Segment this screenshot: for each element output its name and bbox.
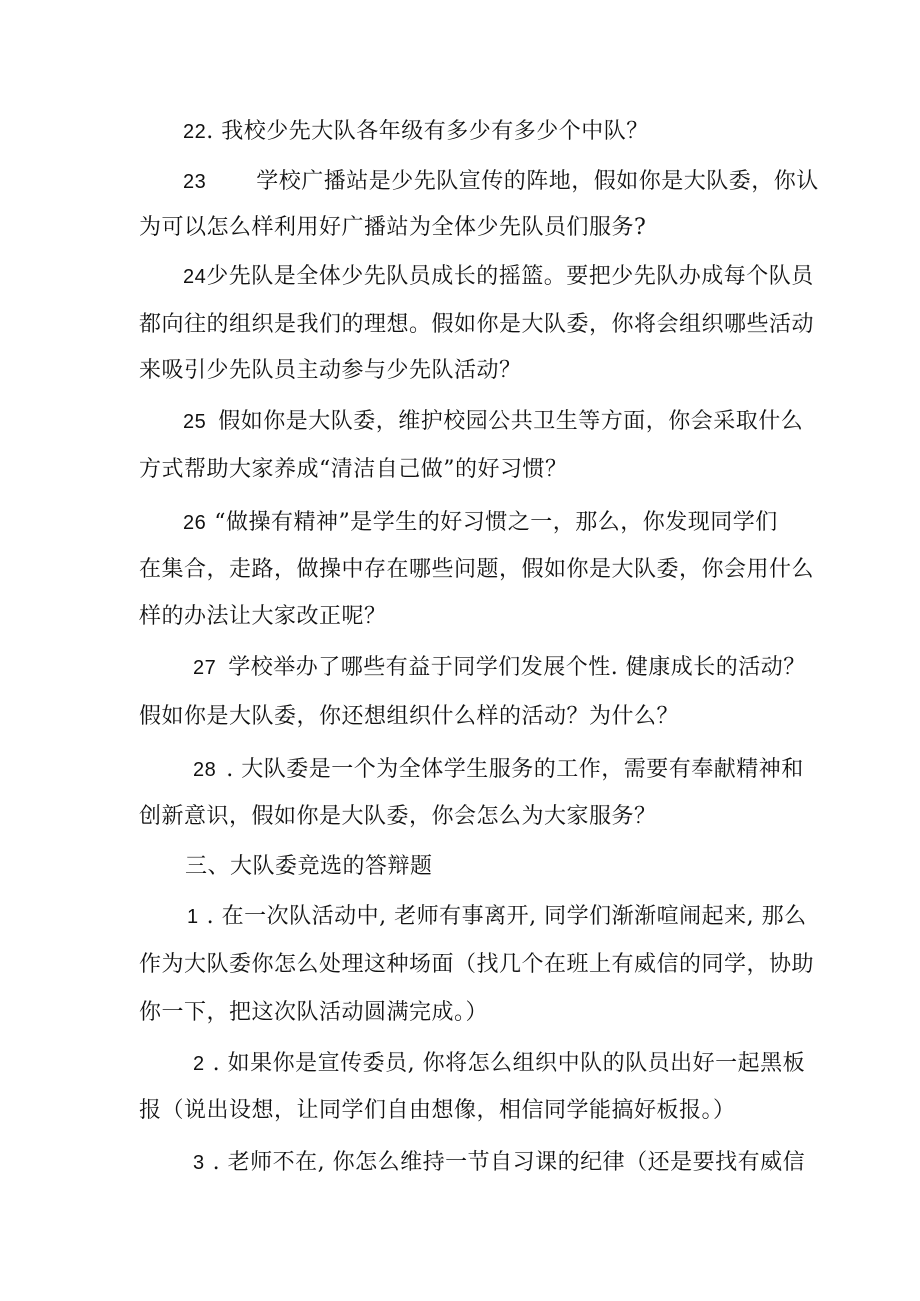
answer-2-line-2 bbox=[139, 1096, 736, 1126]
question-text: . 大队委是一个为全体学生服务的工作，需要有奉献精神和 bbox=[226, 757, 804, 782]
question-25-line-2 bbox=[139, 455, 568, 485]
question-text: 来吸引少先队员主动参与少先队活动？ bbox=[139, 358, 522, 383]
question-26-line-2 bbox=[139, 555, 814, 585]
question-24-line-2 bbox=[139, 310, 814, 340]
question-text: . 在一次队活动中, 老师有事离开, 同学们渐渐喧闹起来, 那么 bbox=[206, 904, 807, 929]
question-text: 作为大队委你怎么处理这种场面（找几个在班上有威信的同学，协助 bbox=[139, 952, 815, 977]
answer-1-line-1 bbox=[187, 902, 807, 932]
answer-3-line-1 bbox=[193, 1148, 805, 1178]
question-text: 少先队是全体少先队员成长的摇篮。要把少先队办成每个队员 bbox=[206, 264, 814, 289]
question-27-line-1 bbox=[193, 653, 806, 683]
question-number: 24 bbox=[183, 266, 207, 288]
question-26-line-1 bbox=[183, 508, 778, 538]
question-text: 为可以怎么样利用好广播站为全体少先队员们服务? bbox=[139, 215, 647, 240]
question-text: 在集合，走路，做操中存在哪些问题，假如你是大队委，你会用什么 bbox=[139, 557, 815, 582]
question-text: . 老师不在, 你怎么维持一节自习课的纪律（还是要找有威信 bbox=[212, 1150, 806, 1175]
question-25-line-1 bbox=[183, 407, 803, 437]
question-number: 1 bbox=[187, 906, 199, 928]
question-number: 27 bbox=[193, 657, 217, 679]
question-text: 创新意识，假如你是大队委，你会怎么为大家服务？ bbox=[139, 804, 657, 829]
question-number: 28 bbox=[193, 759, 217, 781]
question-text: 假如你是大队委，维护校园公共卫生等方面，你会采取什么 bbox=[218, 409, 804, 434]
question-26-line-3 bbox=[139, 602, 387, 632]
question-28-line-2 bbox=[139, 802, 657, 832]
question-number: 22 bbox=[183, 121, 207, 143]
question-24-line-3 bbox=[139, 356, 522, 386]
question-text: 样的办法让大家改正呢？ bbox=[139, 604, 387, 629]
question-28-line-1 bbox=[193, 755, 804, 785]
question-number: 23 bbox=[183, 171, 207, 193]
question-text: 学校举办了哪些有益于同学们发展个性. 健康成长的活动？ bbox=[228, 655, 806, 680]
question-number: 25 bbox=[183, 411, 207, 433]
question-text: 学校广播站是少先队宣传的阵地，假如你是大队委，你认 bbox=[256, 169, 819, 194]
answer-1-line-3 bbox=[139, 998, 488, 1028]
answer-1-line-2 bbox=[139, 950, 814, 980]
question-text: “做操有精神”是学生的好习惯之一，那么，你发现同学们 bbox=[214, 510, 778, 535]
section-title: 三、大队委竞选的答辩题 bbox=[185, 854, 433, 879]
question-23-line-2 bbox=[139, 213, 646, 243]
question-number: 2 bbox=[193, 1053, 205, 1075]
question-22-line-1 bbox=[183, 117, 649, 147]
question-text: 你一下，把这次队活动圆满完成。） bbox=[139, 1000, 489, 1025]
question-text: 报（说出设想，让同学们自由想像，相信同学能搞好板报。） bbox=[139, 1098, 736, 1123]
question-text: . 如果你是宣传委员, 你将怎么组织中队的队员出好一起黑板 bbox=[212, 1051, 806, 1076]
question-number: 26 bbox=[183, 512, 207, 534]
question-27-line-2 bbox=[139, 702, 679, 732]
question-text: . 我校少先大队各年级有多少有多少个中队？ bbox=[206, 119, 649, 144]
question-24-line-1 bbox=[183, 262, 814, 292]
question-text: 都向往的组织是我们的理想。假如你是大队委，你将会组织哪些活动 bbox=[139, 312, 815, 337]
section-heading bbox=[185, 852, 433, 882]
question-text: 假如你是大队委，你还想组织什么样的活动？为什么？ bbox=[139, 704, 680, 729]
question-text: 方式帮助大家养成“清洁自己做”的好习惯？ bbox=[139, 457, 568, 482]
answer-2-line-1 bbox=[193, 1049, 805, 1079]
question-number: 3 bbox=[193, 1152, 205, 1174]
question-23-line-1 bbox=[183, 167, 819, 197]
